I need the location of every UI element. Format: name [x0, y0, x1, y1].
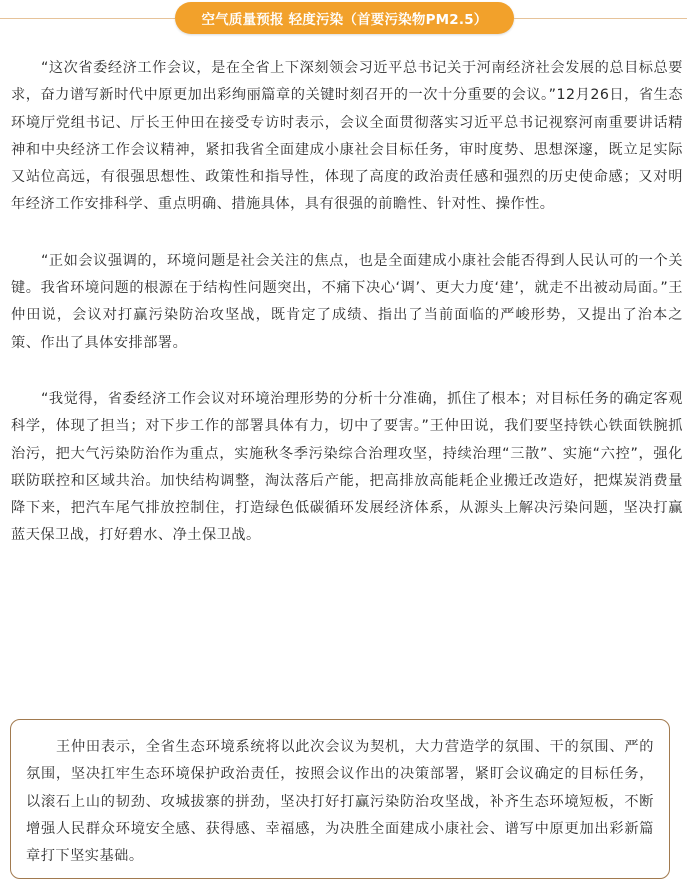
header-rule-left [0, 18, 175, 19]
air-quality-banner [175, 2, 514, 34]
article-body [11, 55, 683, 579]
air-quality-banner-text: 空气质量预报 轻度污染（首要污染物PM2.5） [201, 12, 488, 28]
summary-callout-box [10, 719, 670, 879]
article-paragraph-3: “我觉得，省委经济工作会议对环境治理形势的分析十分准确，抓住了根本；对目标任务的确定客观科学，体现了担当；对下步工作的部署具体有力，切中了要害。”王仲田说，我们要坚持铁心铁面铁腕抓治污，把大气污染防治作为重点，实施秋冬季污染综合治理攻坚，持续治理“三散”、实施“六控”，强化联防联控和区域共治。加快结构调整，淘汰落后产能，把高排放高能耗企业搬迁改造好，把煤炭消费量降下来，把汽车尾气排放控制住，打造绿色低碳循环发展经济体系，从源头上解决污染问题，坚决打赢蓝天保卫战，打好碧水、净土保卫战。 [11, 390, 683, 544]
article-paragraph-1: “这次省委经济工作会议，是在全省上下深刻领会习近平总书记关于河南经济社会发展的总目标总要求，奋力谱写新时代中原更加出彩绚丽篇章的关键时刻召开的一次十分重要的会议。”12月26日，省生态环境厅党组书记、厅长王仲田在接受专访时表示，会议全面贯彻落实习近平总书记视察河南重要讲话精神和中央经济工作会议精神，紧扣我省全面建成小康社会目标任务，审时度势、思想深邃，既立足实际又站位高远，有很强思想性、政策性和指导性，体现了高度的政治责任感和强烈的历史使命感；又对明年经济工作安排科学、重点明确、措施具体，具有很强的前瞻性、针对性、操作性。 [11, 60, 684, 213]
header-banner-bar [0, 0, 687, 38]
article-paragraph-2: “正如会议强调的，环境问题是社会关注的焦点，也是全面建成小康社会能否得到人民认可的一个关键。我省环境问题的根源在于结构性问题突出，不痛下决心‘调’、更大力度‘建’，就走不出被动局面。”王仲田说，会议对打赢污染防治攻坚战，既肯定了成绩、指出了当前面临的严峻形势，又提出了治本之策、作出了具体安排部署。 [11, 252, 683, 351]
summary-callout-text: 王仲田表示，全省生态环境系统将以此次会议为契机，大力营造学的氛围、干的氛围、严的氛围，坚决扛牢生态环境保护政治责任，按照会议作出的决策部署，紧盯会议确定的目标任务，以滚石上山的韧劲、攻城拔寨的拼劲，坚决打好打赢污染防治攻坚战，补齐生态环境短板，不断增强人民群众环境安全感、获得感、幸福感，为决胜全面建成小康社会、谱写中原更加出彩新篇章打下坚实基础。 [26, 739, 654, 865]
header-rule-right [514, 18, 687, 19]
